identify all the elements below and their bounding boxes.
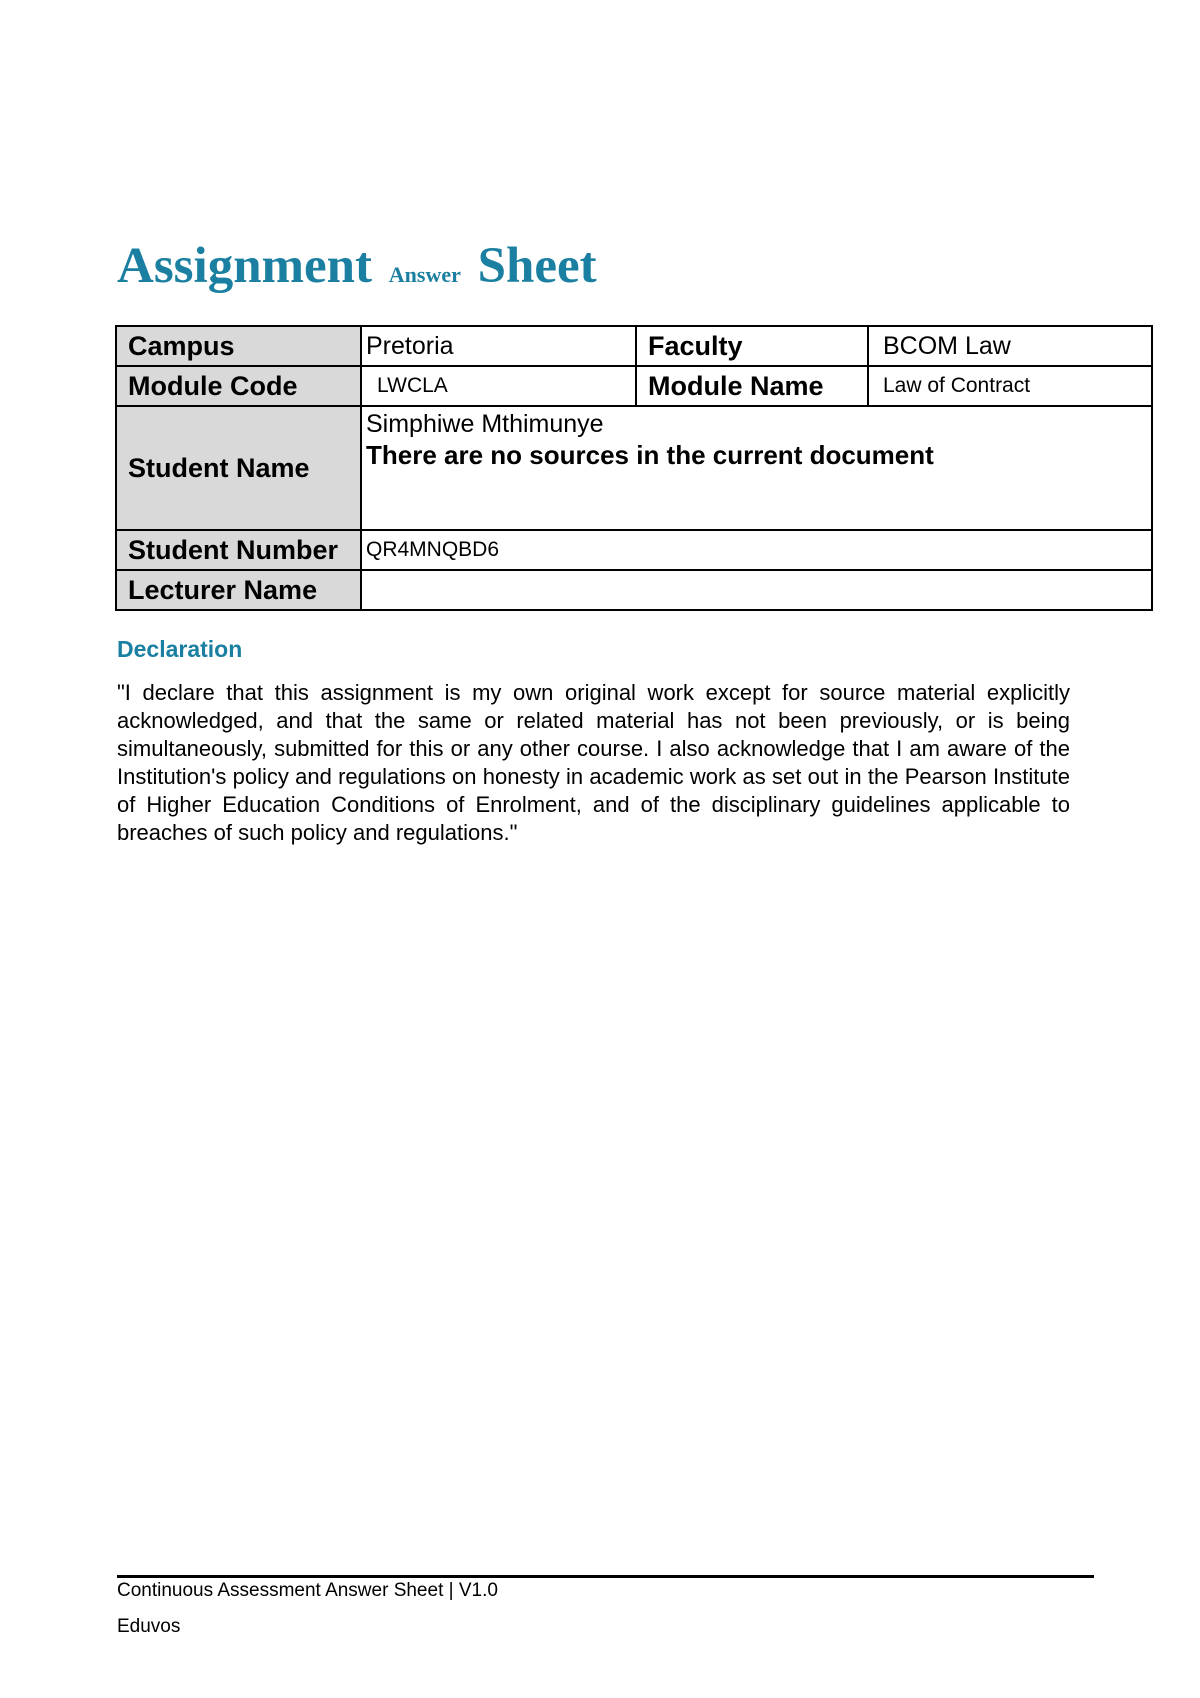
module-row <box>116 366 1152 406</box>
lecturer-name-value <box>361 570 1152 610</box>
student-name-label: Student Name <box>116 406 361 530</box>
declaration-heading: Declaration <box>117 636 243 662</box>
footer-institution: Eduvos <box>117 1616 181 1637</box>
student-name-row <box>116 406 1152 530</box>
faculty-label: Faculty <box>636 326 868 366</box>
sources-note: There are no sources in the current document <box>366 440 934 470</box>
campus-label: Campus <box>116 326 361 366</box>
declaration-text: "I declare that this assignment is my own original work except for source material explicitly acknowledged, and that the same or related material has not been previously, or is being simultaneously, submitted for this or any other course. I also acknowledge that I am aware of the Institution's policy and regulations on honesty in academic work as set out in the Pearson Institute of Higher Education Conditions of Enrolment, and of the disciplinary guidelines applicable to breaches of such policy and regulations." <box>117 680 1070 845</box>
footer-version: Continuous Assessment Answer Sheet | V1.0 <box>117 1580 498 1601</box>
module-code-value: LWCLA <box>361 366 636 406</box>
assignment-info-table <box>115 325 1153 611</box>
lecturer-name-label: Lecturer Name <box>116 570 361 610</box>
module-name-value: Law of Contract <box>868 366 1152 406</box>
student-number-value: QR4MNQBD6 <box>361 530 1152 570</box>
student-number-row <box>116 530 1152 570</box>
title-sheet: Sheet <box>477 238 597 294</box>
student-name-cell <box>361 406 1152 530</box>
faculty-value: BCOM Law <box>868 326 1152 366</box>
lecturer-name-row <box>116 570 1152 610</box>
title-assignment: Assignment <box>117 238 373 294</box>
module-name-label: Module Name <box>636 366 868 406</box>
module-code-label: Module Code <box>116 366 361 406</box>
campus-value: Pretoria <box>361 326 636 366</box>
page-title <box>117 236 597 305</box>
footer-divider <box>117 1575 1094 1578</box>
title-answer: Answer <box>388 262 461 287</box>
student-name-value: Simphiwe Mthimunye <box>366 410 604 438</box>
student-number-label: Student Number <box>116 530 361 570</box>
campus-row <box>116 326 1152 366</box>
